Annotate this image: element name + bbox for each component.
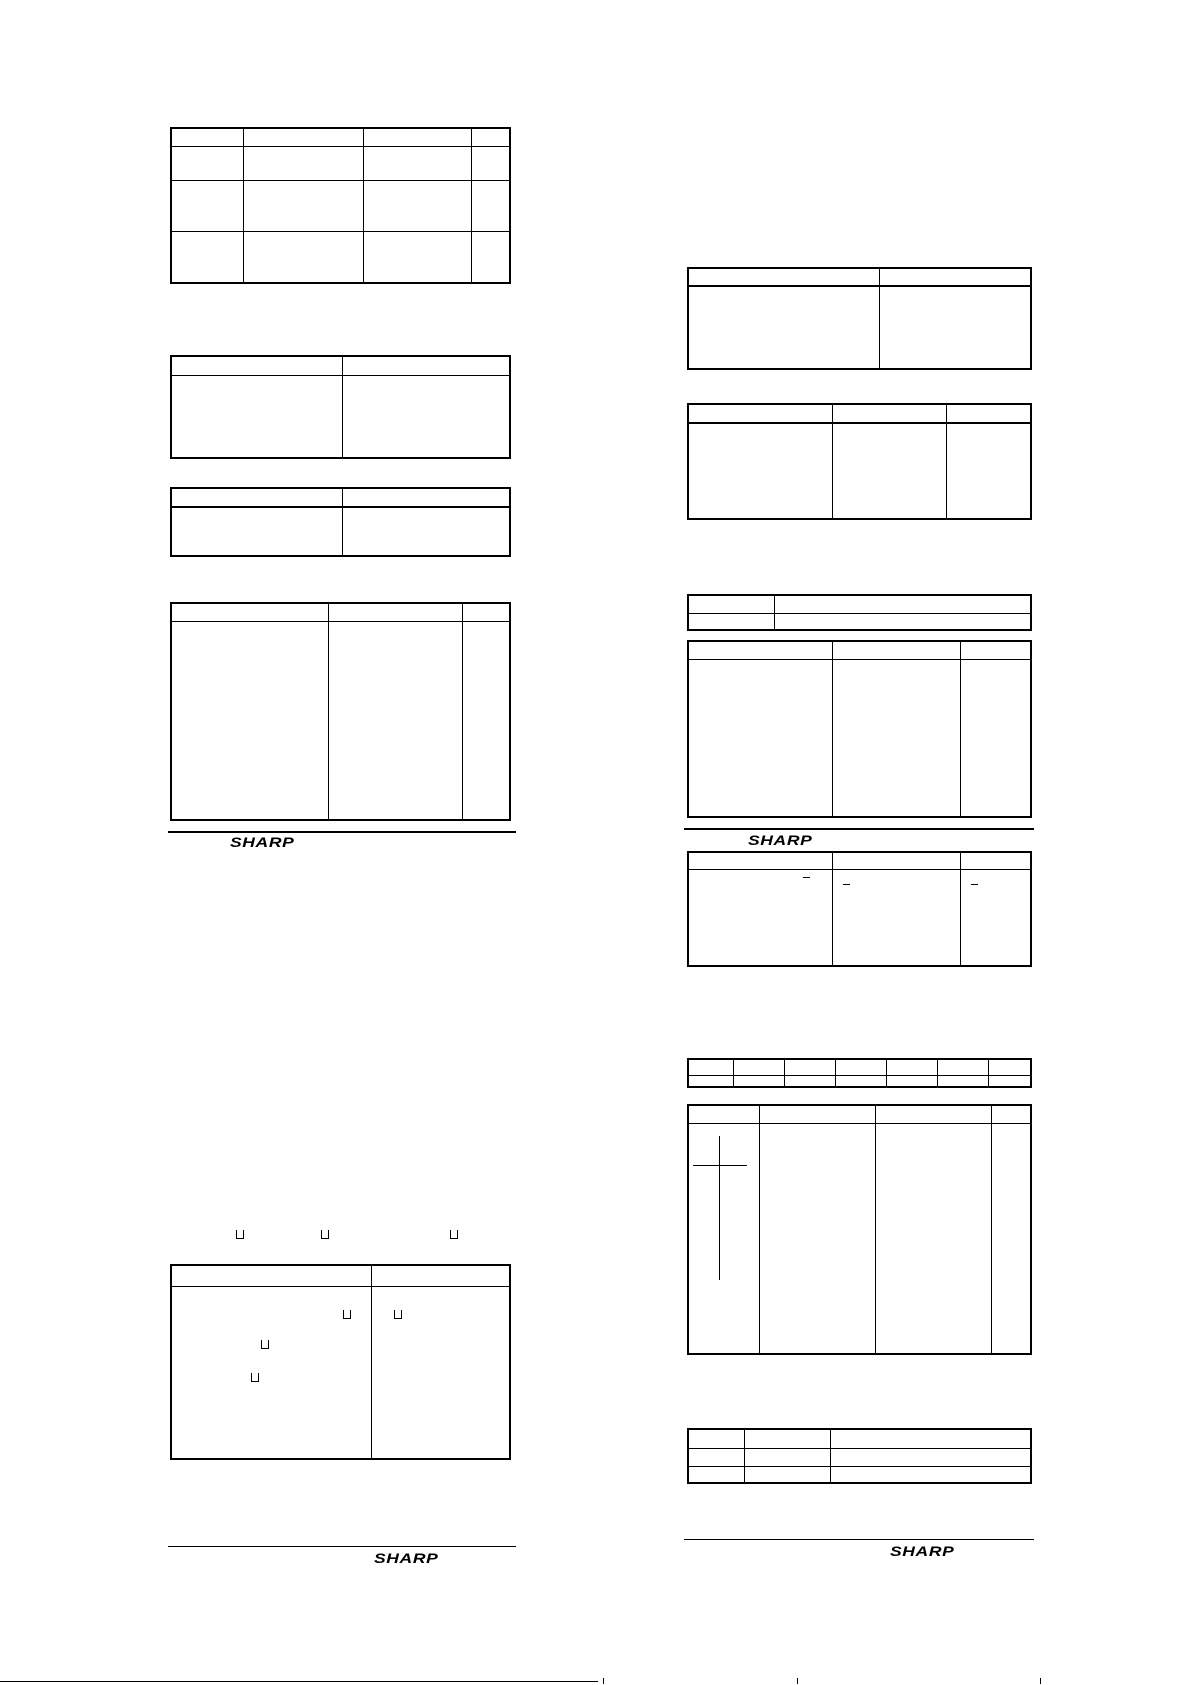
right-table-4 bbox=[687, 640, 1032, 818]
right-footer-rule bbox=[684, 1539, 1034, 1540]
scan-edge-mark bbox=[603, 1678, 604, 1684]
overbar-mark bbox=[803, 877, 810, 878]
right-table-6 bbox=[687, 1058, 1032, 1088]
space-symbol-icon bbox=[261, 1340, 269, 1349]
right-table-1 bbox=[687, 267, 1032, 370]
space-symbol-icon bbox=[321, 1230, 329, 1239]
left-table-5 bbox=[170, 1264, 511, 1460]
space-symbol-icon bbox=[343, 1310, 351, 1319]
scan-edge-line bbox=[0, 1681, 598, 1682]
sharp-logo: SHARP bbox=[374, 1550, 439, 1566]
left-table-4 bbox=[170, 602, 511, 821]
right-table-7 bbox=[687, 1104, 1032, 1355]
sharp-logo: SHARP bbox=[230, 834, 295, 850]
right-column-divider-rule bbox=[684, 828, 1034, 830]
scan-edge-mark bbox=[797, 1678, 798, 1684]
left-table-1 bbox=[170, 127, 511, 284]
space-symbol-icon bbox=[394, 1310, 402, 1319]
space-symbol-icon bbox=[251, 1373, 259, 1382]
diagram-vertical-line bbox=[719, 1136, 720, 1280]
diagram-horizontal-line bbox=[693, 1165, 747, 1166]
left-table-3 bbox=[170, 487, 511, 557]
sharp-logo: SHARP bbox=[748, 832, 813, 848]
right-table-2 bbox=[687, 403, 1032, 520]
space-symbol-icon bbox=[450, 1230, 458, 1239]
right-table-8 bbox=[687, 1428, 1032, 1484]
left-table-2 bbox=[170, 355, 511, 459]
overbar-mark bbox=[971, 884, 978, 885]
sharp-logo: SHARP bbox=[890, 1543, 955, 1559]
right-table-3 bbox=[687, 594, 1032, 631]
overbar-mark bbox=[843, 884, 850, 885]
left-column-divider-rule bbox=[168, 831, 516, 833]
left-footer-rule bbox=[168, 1546, 516, 1547]
space-symbol-icon bbox=[236, 1230, 244, 1239]
right-table-5 bbox=[687, 851, 1032, 967]
scan-edge-mark bbox=[1040, 1678, 1041, 1684]
